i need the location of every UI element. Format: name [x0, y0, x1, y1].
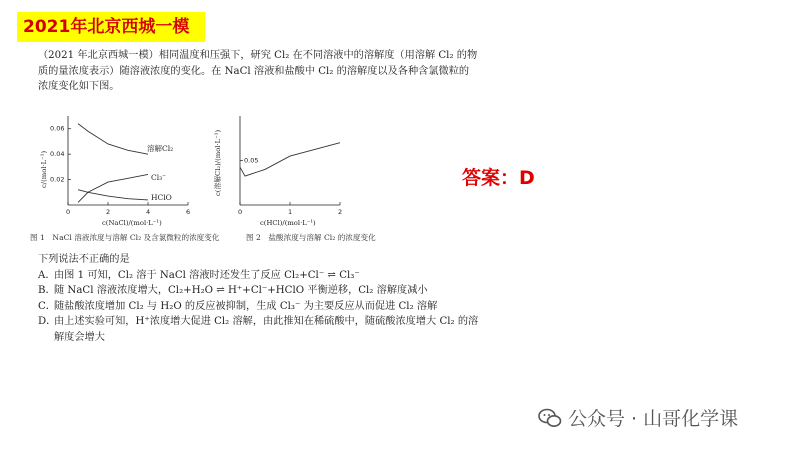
- fig1-xtick-label: 6: [186, 208, 191, 216]
- question-stem: 下列说法不正确的是: [38, 254, 130, 265]
- option-c-key: C．: [38, 300, 56, 312]
- fig2-xtick-label: 0: [238, 208, 243, 216]
- fig1-xlabel: c(NaCl)/(mol·L⁻¹): [102, 219, 162, 227]
- watermark-text: 公众号 · 山哥化学课: [568, 408, 739, 430]
- fig1-xtick-label: 2: [106, 208, 111, 216]
- fig2-ylabel: c(溶解Cl₂)/(mol·L⁻¹): [214, 129, 222, 196]
- option-a-key: A．: [38, 269, 56, 281]
- option-a-text: 由图 1 可知，Cl₂ 溶于 NaCl 溶液时还发生了反应 Cl₂+Cl⁻ ⇌ Cl₃⁻: [54, 269, 360, 281]
- question-block: [38, 252, 488, 345]
- option-d-key: D．: [38, 316, 57, 327]
- option-c-text: 随盐酸浓度增加 Cl₂ 与 H₂O 的反应被抑制，生成 Cl₃⁻ 为主要反应从而促进 Cl₂ 溶解: [54, 300, 438, 312]
- option-b-key: B．: [38, 285, 56, 296]
- option-b-text: 随 NaCl 溶液浓度增大，Cl₂+H₂O ⇌ H⁺+Cl⁻+HClO 平衡逆移，Cl₂ 溶解度减小: [54, 285, 428, 296]
- fig1-ylabel: c/(mol·L⁻¹): [40, 150, 48, 188]
- fig1-ytick-label: 0.02: [50, 175, 65, 184]
- fig1-xtick-label: 0: [66, 208, 71, 216]
- option-d[interactable]: [38, 314, 488, 345]
- fig1-series-line-2: [78, 190, 148, 200]
- fig1-series-line-0: [78, 124, 148, 155]
- figure2: [213, 116, 376, 242]
- watermark: [538, 404, 738, 431]
- fig1-ytick-label: 0.06: [50, 124, 65, 133]
- page-title: 2021年北京西城一模: [17, 12, 205, 42]
- figures: [20, 108, 500, 246]
- option-c[interactable]: [38, 299, 488, 315]
- figure1: [30, 116, 220, 242]
- fig2-ytick-label: 0.05: [244, 156, 259, 165]
- fig1-label-cl2: 溶解Cl₂: [147, 144, 174, 153]
- fig1-ytick-label: 0.04: [50, 150, 65, 159]
- fig2-xtick-label: 1: [288, 208, 293, 216]
- intro-paragraph: （2021 年北京西城一模）相同温度和压强下，研究 Cl₂ 在不同溶液中的溶解度（用溶解 Cl₂ 的物质的量浓度表示）随溶液浓度的变化。在 NaCl 溶液和盐酸中 Cl₂ 的溶解度以及各种含氯微粒的浓度变化如下图。: [38, 50, 478, 92]
- fig2-xtick-label: 2: [338, 208, 343, 216]
- option-d-text: 由上述实验可知，H⁺浓度增大促进 Cl₂ 溶解，由此推知在稀硫酸中，随硫酸浓度增大 Cl₂ 的溶解度会增大: [54, 316, 479, 343]
- fig2-caption: 图 2 盐酸浓度与溶解 Cl₂ 的浓度变化: [246, 233, 376, 242]
- fig1-caption: 图 1 NaCl 溶液浓度与溶解 Cl₂ 及含氯微粒的浓度变化: [30, 233, 220, 242]
- option-b[interactable]: [38, 283, 488, 299]
- option-a[interactable]: [38, 268, 488, 284]
- fig1-label-cl3: Cl₃⁻: [151, 173, 167, 182]
- fig1-xtick-label: 4: [146, 208, 151, 216]
- wechat-icon: [538, 407, 562, 429]
- fig2-xlabel: c(HCl)/(mol·L⁻¹): [260, 219, 316, 227]
- answer-label: 答案：D: [462, 167, 535, 189]
- fig1-label-hclo: HClO: [151, 193, 172, 202]
- fig1-series-line-1: [78, 174, 148, 202]
